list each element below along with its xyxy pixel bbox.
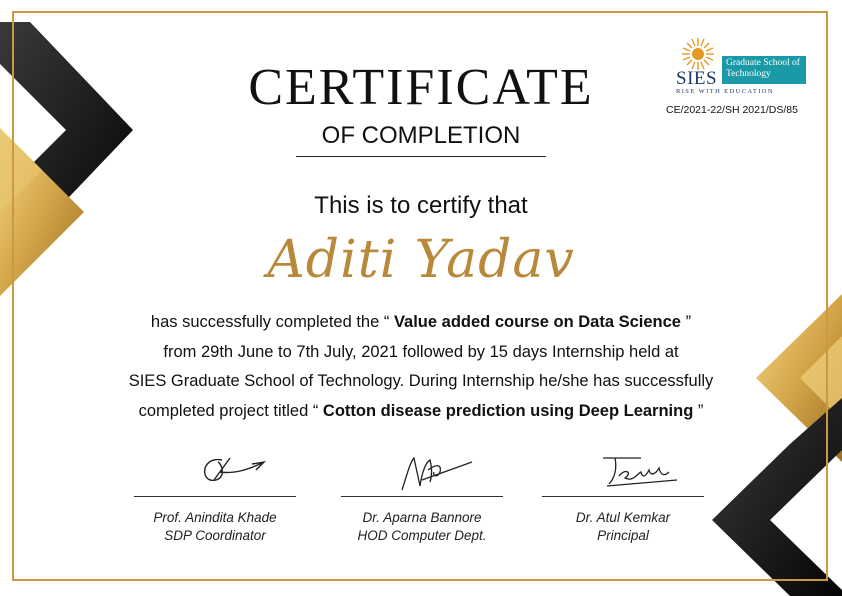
logo-school-name: Graduate School of Technology — [722, 56, 806, 84]
signatory-hod — [341, 450, 503, 545]
certificate-body — [80, 308, 762, 426]
body-line-2: from 29th June to 7th July, 2021 followed by 15 days Internship held at — [163, 342, 679, 361]
signature-line — [542, 496, 704, 497]
signatory-coordinator — [134, 450, 296, 545]
signature-line — [134, 496, 296, 497]
signatory-name: Prof. Anindita Khade — [153, 510, 277, 525]
course-name: Value added course on Data Science — [393, 313, 681, 331]
certificate-subtitle: OF COMPLETION — [321, 122, 521, 149]
signatory-role: Principal — [597, 528, 649, 543]
reference-number: CE/2021-22/SH 2021/DS/85 — [666, 104, 798, 116]
signature-coordinator — [160, 450, 270, 494]
project-title: Cotton disease prediction using Deep Learning — [322, 401, 694, 420]
signatory-role: SDP Coordinator — [164, 528, 266, 543]
subtitle-underline — [296, 156, 546, 157]
signature-hod — [362, 450, 482, 494]
signature-principal — [563, 450, 683, 494]
body-line-1: has successfully completed the “ Value added course on Data Science ” — [150, 313, 692, 331]
logo-tagline: RISE WITH EDUCATION — [676, 88, 774, 95]
signatory-role: HOD Computer Dept. — [357, 528, 487, 543]
certificate-title: CERTIFICATE — [248, 59, 594, 116]
certify-line: This is to certify that — [314, 192, 528, 219]
signatory-principal — [542, 450, 704, 545]
body-line-4: completed project titled “ Cotton disease prediction using Deep Learning ” — [138, 401, 704, 420]
recipient-name: Aditi Yadav — [267, 230, 575, 290]
logo-wordmark: SIES — [676, 68, 718, 89]
signatory-name: Dr. Aparna Bannore — [362, 510, 482, 525]
signature-line — [341, 496, 503, 497]
signatory-name: Dr. Atul Kemkar — [575, 510, 671, 525]
body-line-3: SIES Graduate School of Technology. During Internship he/she has successfully — [128, 372, 714, 390]
